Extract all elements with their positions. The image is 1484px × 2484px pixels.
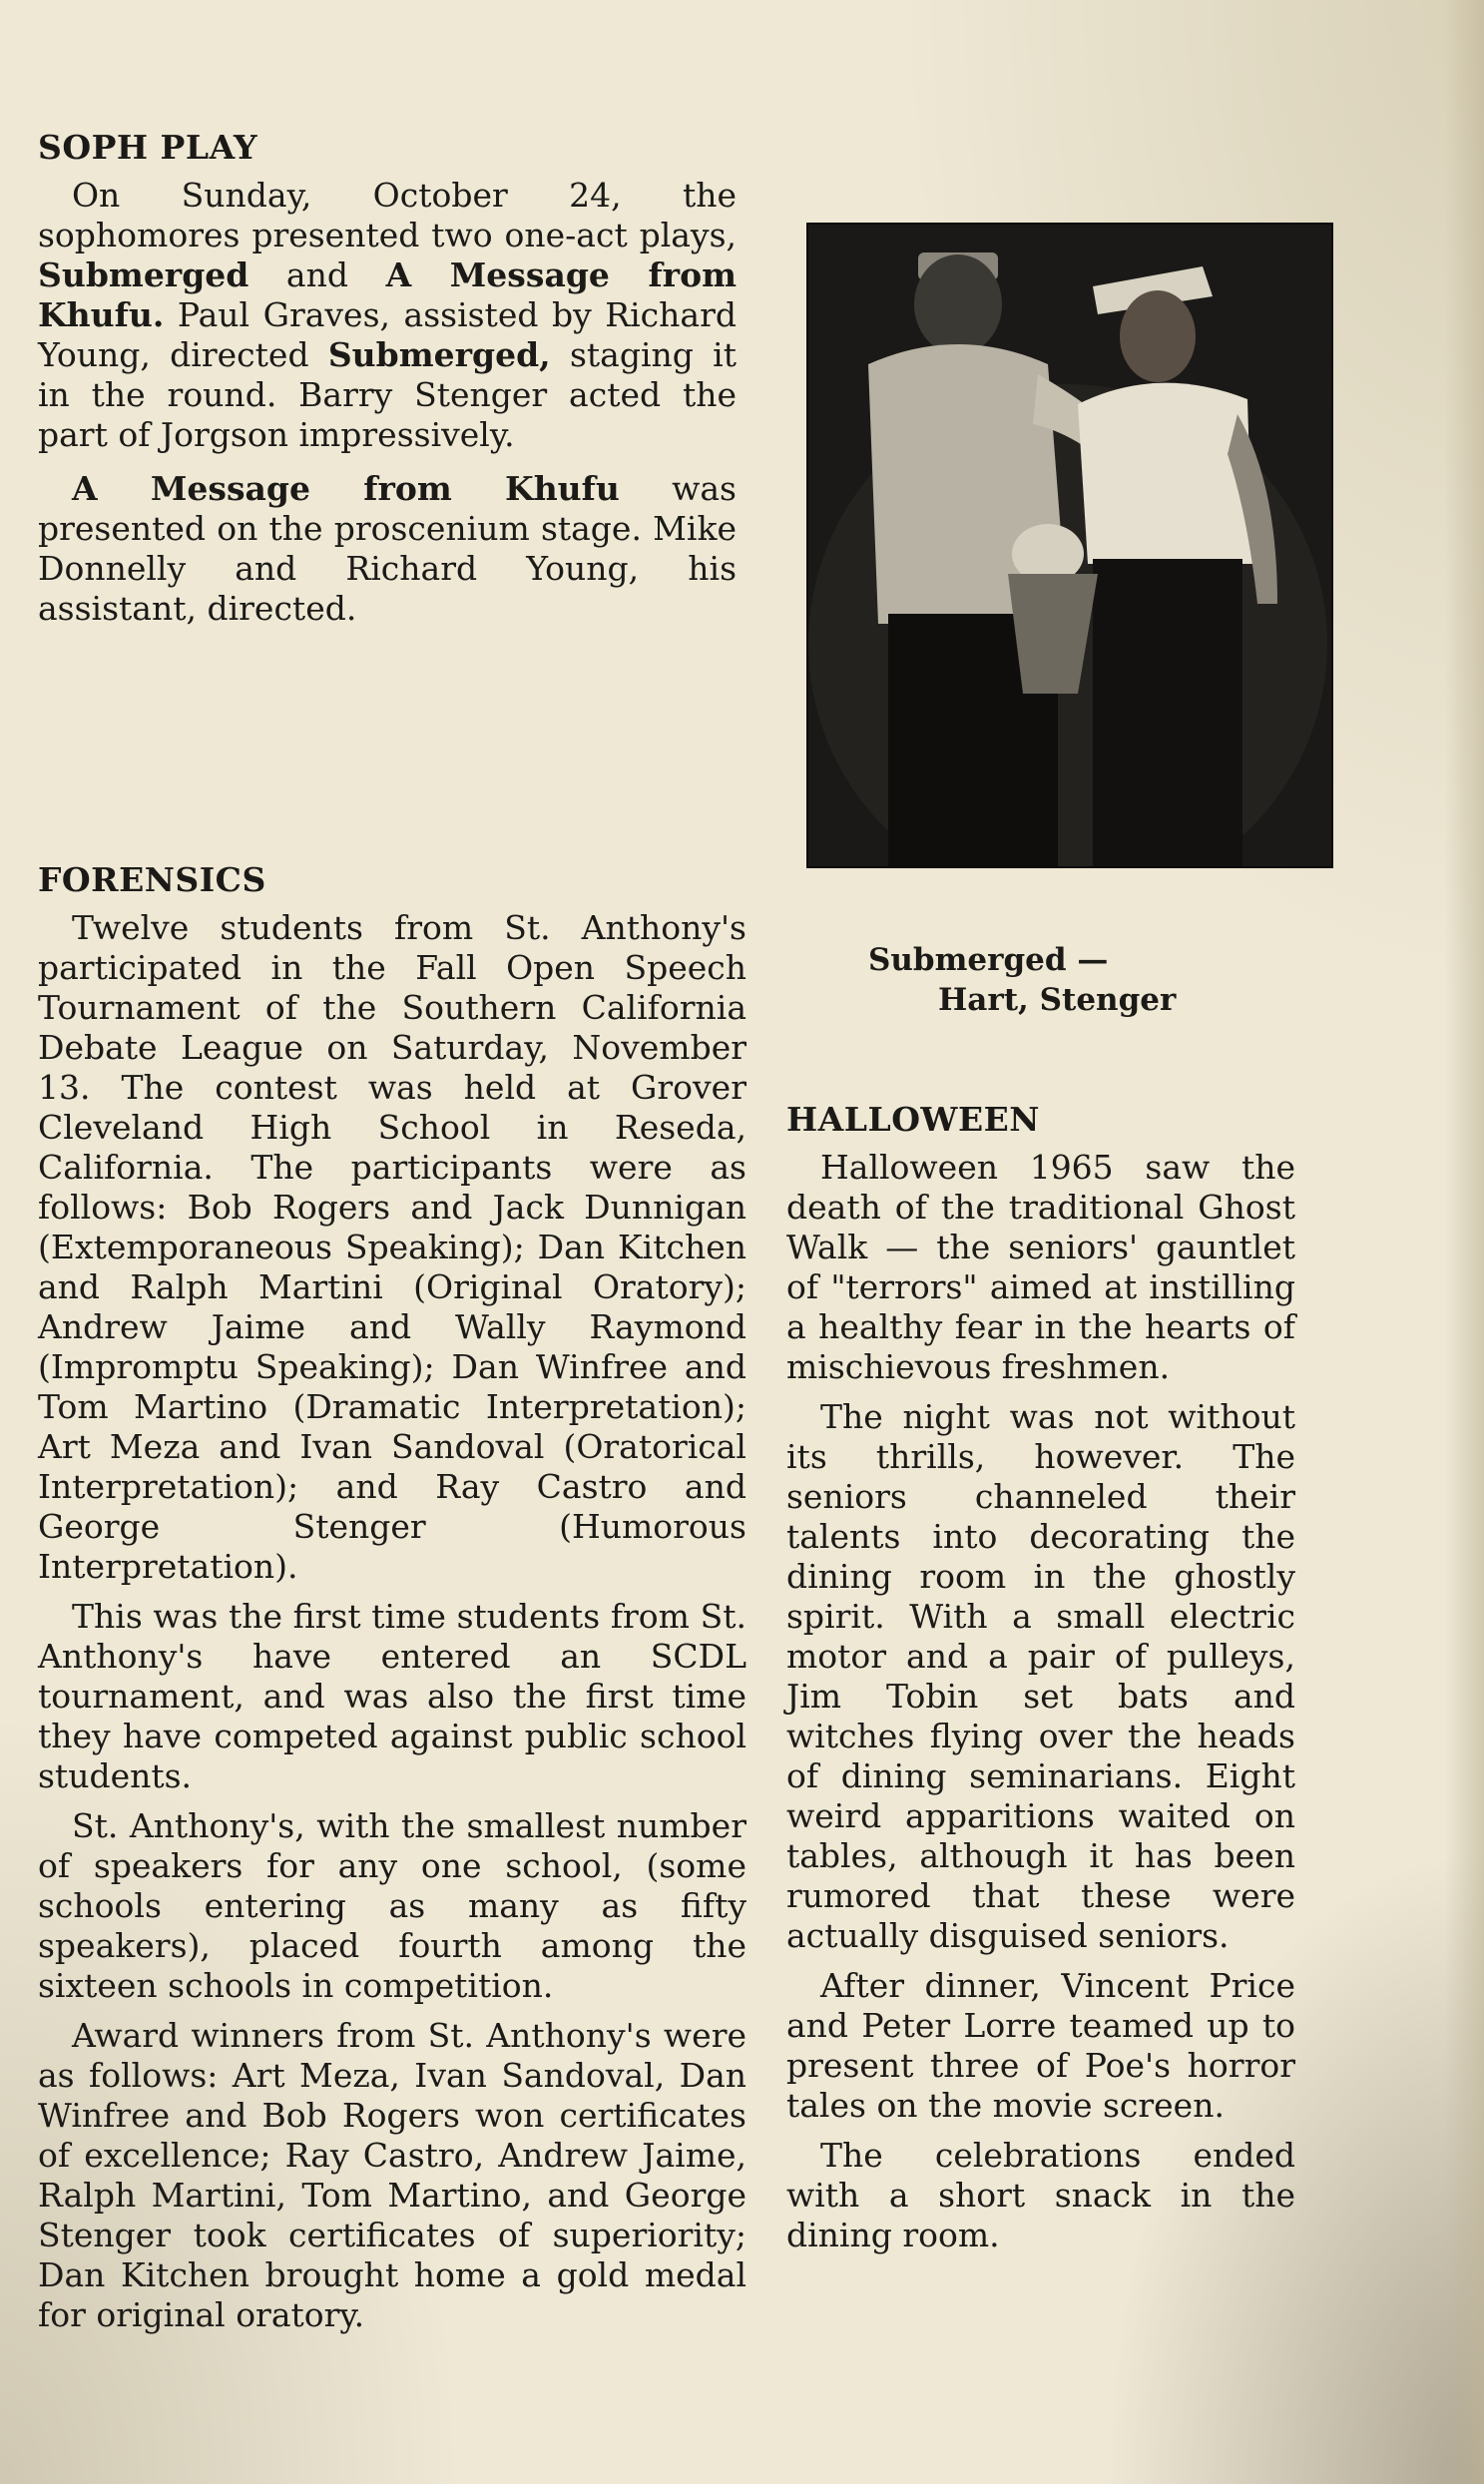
halloween-paragraph-1: Halloween 1965 saw the death of the traditional Ghost Walk — the seniors' gauntlet of "terrors" aimed at instilling a healthy fear in the hearts of mischievous freshmen. [786, 1148, 1295, 1386]
play-title: Submerged [38, 255, 249, 294]
photo-caption [868, 940, 1287, 1020]
forensics-section [38, 860, 746, 2345]
halloween-section [786, 1100, 1295, 2265]
soph-play-section [38, 128, 746, 639]
play-title: A Message from Khufu. [38, 255, 737, 334]
caption-line-2: Hart, Stenger [938, 982, 1177, 1018]
text-run: was presented on the proscenium stage. Mike Donnelly and Richard Young, his assistant, directed. [38, 469, 737, 628]
text-run: Paul Graves, assisted by Richard Young, directed [38, 295, 737, 374]
text-run: and [248, 255, 386, 294]
forensics-paragraph-1: Twelve students from St. Anthony's participated in the Fall Open Speech Tournament of the Southern California Debate League on Saturday, November 13. The contest was held at Grover Cleveland High School in Reseda, California. The participants were as follows: Bob Rogers and Jack Dunnigan (Extemporaneous Speaking); Dan Kitchen and Ralph Martini (Original Oratory); Andrew Jaime and Wally Raymond (Impromptu Speaking); Dan Winfree and Tom Martino (Dramatic Interpretation); Art Meza and Ivan Sandoval (Oratorical Interpretation); and Ray Castro and George Stenger (Humorous Interpretation). [38, 908, 746, 1586]
soph-play-heading: SOPH PLAY [38, 128, 258, 167]
forensics-paragraph-2: This was the first time students from St. Anthony's have entered an SCDL tournament, and was also the first time they have competed against public school students. [38, 1597, 746, 1795]
halloween-paragraph-2: The night was not without its thrills, however. The seniors channeled their talents into decorating the dining room in the ghostly spirit. With a small electric motor and a pair of pulleys, Jim Tobin set bats and witches flying over the heads of dining seminarians. Eight weird apparitions waited on tables, although it has been rumored that these were actually disguised seniors. [786, 1397, 1295, 1955]
soph-play-paragraph-2 [38, 469, 737, 629]
play-title: A Message from Khufu [72, 469, 620, 508]
soph-play-paragraph-1 [38, 176, 737, 455]
halloween-paragraph-4: The celebrations ended with a short snack in the dining room. [786, 2136, 1295, 2254]
text-run: On Sunday, October 24, the sophomores presented two one-act plays, [38, 176, 737, 254]
page-edge-shadow [1444, 0, 1484, 2484]
caption-line-1: Submerged — [868, 942, 1109, 978]
text-run: staging it in the round. Barry Stenger acted the part of Jorgson impressively. [38, 335, 737, 454]
forensics-paragraph-4: Award winners from St. Anthony's were as follows: Art Meza, Ivan Sandoval, Dan Winfree and Bob Rogers won certificates of excellence; Ray Castro, Andrew Jaime, Ralph Martini, Tom Martino, and George Stenger took certificates of superiority; Dan Kitchen brought home a gold medal for original oratory. [38, 2016, 746, 2334]
play-title: Submerged, [327, 335, 551, 374]
play-photo [806, 223, 1333, 868]
photo-illustration [808, 225, 1331, 866]
forensics-paragraph-3: St. Anthony's, with the smallest number of speakers for any one school, (some schools entering as many as fifty speakers), placed fourth among the sixteen schools in competition. [38, 1806, 746, 2005]
forensics-heading: FORENSICS [38, 860, 266, 899]
halloween-paragraph-3: After dinner, Vincent Price and Peter Lorre teamed up to present three of Poe's horror tales on the movie screen. [786, 1966, 1295, 2125]
halloween-heading: HALLOWEEN [786, 1100, 1040, 1139]
